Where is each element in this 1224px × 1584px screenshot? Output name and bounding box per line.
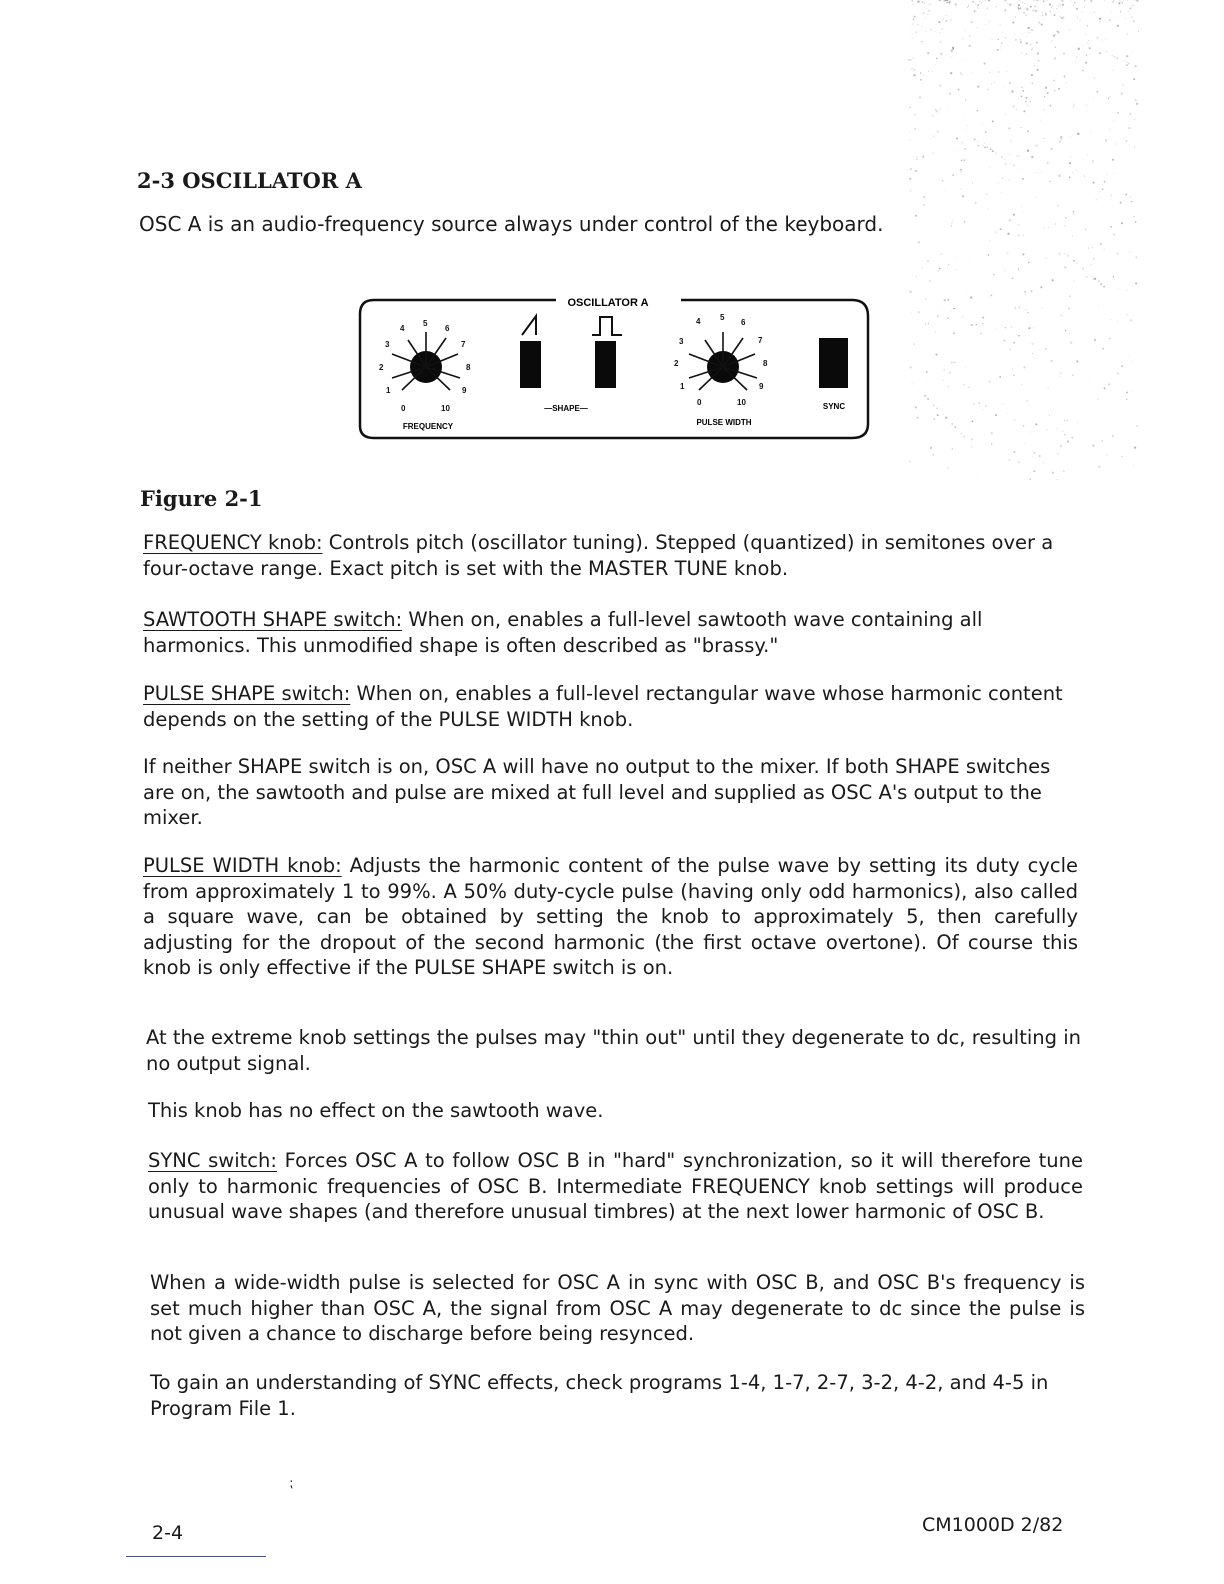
paragraph-body: Controls pitch (oscillator tuning). Stepped (quantized) in semitones over a four-octave range. Exact pitch is set with the MASTER TUNE knob. bbox=[143, 531, 1054, 580]
footer-rule bbox=[126, 1556, 266, 1557]
term-label: PULSE SHAPE switch: bbox=[143, 682, 351, 705]
figure-caption: Figure 2-1 bbox=[140, 486, 263, 511]
freq-dial-6: 6 bbox=[445, 324, 450, 333]
shape-label: —SHAPE— bbox=[544, 404, 588, 413]
paragraph-sawtooth-switch bbox=[143, 607, 1078, 658]
paragraph-frequency-knob bbox=[143, 530, 1078, 581]
pw-dial-3: 3 bbox=[679, 337, 684, 346]
document-code: CM1000D 2/82 bbox=[922, 1514, 1064, 1536]
pw-dial-6: 6 bbox=[741, 318, 746, 327]
pw-dial-7: 7 bbox=[758, 336, 763, 345]
oscillator-a-panel-figure bbox=[356, 290, 872, 442]
freq-dial-8: 8 bbox=[466, 363, 471, 372]
paragraph-body: If neither SHAPE switch is on, OSC A will have no output to the mixer. If both SHAPE switches are on, the sawtooth and pulse are mixed at full level and supplied as OSC A's output to the mixer. bbox=[143, 755, 1051, 829]
scan-noise-speckle bbox=[849, 0, 1139, 480]
paragraph-extreme-settings bbox=[146, 1025, 1081, 1076]
pulse-shape-switch[interactable] bbox=[595, 341, 616, 388]
frequency-label: FREQUENCY bbox=[402, 422, 454, 431]
pulse-width-label: PULSE WIDTH bbox=[696, 418, 752, 427]
pw-dial-2: 2 bbox=[674, 359, 679, 368]
paragraph-body: Forces OSC A to follow OSC B in "hard" synchronization, so it will therefore tune only to harmonic frequencies of OSC B. Intermediate FREQUENCY knob settings will produce unusual wave shapes (and therefore unusual timbres) at the next lower harmonic of OSC B. bbox=[148, 1149, 1083, 1223]
term-label: PULSE WIDTH knob: bbox=[143, 854, 342, 877]
freq-dial-10: 10 bbox=[441, 404, 450, 413]
freq-dial-5: 5 bbox=[423, 319, 428, 328]
term-label: SYNC switch: bbox=[148, 1149, 277, 1172]
term-label: SAWTOOTH SHAPE switch: bbox=[143, 608, 403, 631]
pw-dial-5: 5 bbox=[720, 313, 725, 322]
pulse-wave-icon bbox=[592, 317, 622, 335]
pulse-width-knob[interactable] bbox=[689, 332, 757, 390]
paragraph-pulse-width-knob bbox=[143, 853, 1078, 981]
paragraph-no-effect bbox=[148, 1098, 1083, 1124]
pw-dial-10: 10 bbox=[737, 398, 746, 407]
paragraph-sync-switch bbox=[148, 1148, 1083, 1225]
sawtooth-shape-switch[interactable] bbox=[520, 341, 541, 388]
sawtooth-wave-icon bbox=[522, 316, 536, 335]
sync-label: SYNC bbox=[822, 402, 846, 411]
panel-title: OSCILLATOR A bbox=[567, 297, 649, 309]
pw-dial-9: 9 bbox=[759, 382, 764, 391]
paragraph-body: Adjusts the harmonic content of the pulse wave by setting its duty cycle from approximately 1 to 99%. A 50% duty-cycle pulse (having only odd harmonics), also called a square wave, can be obtained by setting the knob to approximately 5, then carefully adjusting for the dropout of the second harmonic (the first octave overtone). Of course this knob is only effective if the PULSE SHAPE switch is on. bbox=[143, 854, 1078, 979]
sync-switch[interactable] bbox=[819, 338, 848, 388]
paragraph-body: When a wide-width pulse is selected for OSC A in sync with OSC B, and OSC B's frequency is set much higher than OSC A, the signal from OSC A may degenerate to dc since the pulse is not given a chance to discharge before being resynced. bbox=[150, 1271, 1085, 1345]
freq-dial-3: 3 bbox=[385, 340, 390, 349]
freq-dial-2: 2 bbox=[379, 363, 384, 372]
pw-dial-0: 0 bbox=[697, 398, 702, 407]
freq-dial-7: 7 bbox=[461, 340, 466, 349]
section-intro: OSC A is an audio-frequency source always under control of the keyboard. bbox=[139, 212, 884, 236]
paragraph-body: To gain an understanding of SYNC effects, check programs 1-4, 1-7, 2-7, 3-2, 4-2, and 4-5 in Program File 1. bbox=[150, 1371, 1049, 1420]
freq-dial-0: 0 bbox=[401, 404, 406, 413]
paragraph-shape-note bbox=[143, 754, 1078, 831]
paragraph-body: When on, enables a full-level sawtooth wave containing all harmonics. This unmodified shape is often described as "brassy." bbox=[143, 608, 983, 657]
freq-dial-9: 9 bbox=[462, 386, 467, 395]
page-number: 2-4 bbox=[152, 1522, 184, 1544]
pw-dial-8: 8 bbox=[763, 359, 768, 368]
paragraph-wide-pulse-sync bbox=[150, 1270, 1085, 1347]
term-label: FREQUENCY knob: bbox=[143, 531, 323, 554]
paragraph-pulse-switch bbox=[143, 681, 1078, 732]
section-heading: 2-3 OSCILLATOR A bbox=[137, 168, 362, 193]
paragraph-body: When on, enables a full-level rectangular wave whose harmonic content depends on the setting of the PULSE WIDTH knob. bbox=[143, 682, 1063, 731]
paragraph-program-references bbox=[150, 1370, 1085, 1421]
frequency-knob[interactable] bbox=[392, 332, 460, 390]
freq-dial-4: 4 bbox=[400, 324, 405, 333]
pw-dial-4: 4 bbox=[696, 317, 701, 326]
pw-dial-1: 1 bbox=[680, 382, 685, 391]
freq-dial-1: 1 bbox=[386, 386, 391, 395]
scan-mark: ⁏ bbox=[289, 1476, 294, 1490]
paragraph-body: At the extreme knob settings the pulses may "thin out" until they degenerate to dc, resulting in no output signal. bbox=[146, 1026, 1082, 1075]
paragraph-body: This knob has no effect on the sawtooth wave. bbox=[148, 1099, 604, 1122]
